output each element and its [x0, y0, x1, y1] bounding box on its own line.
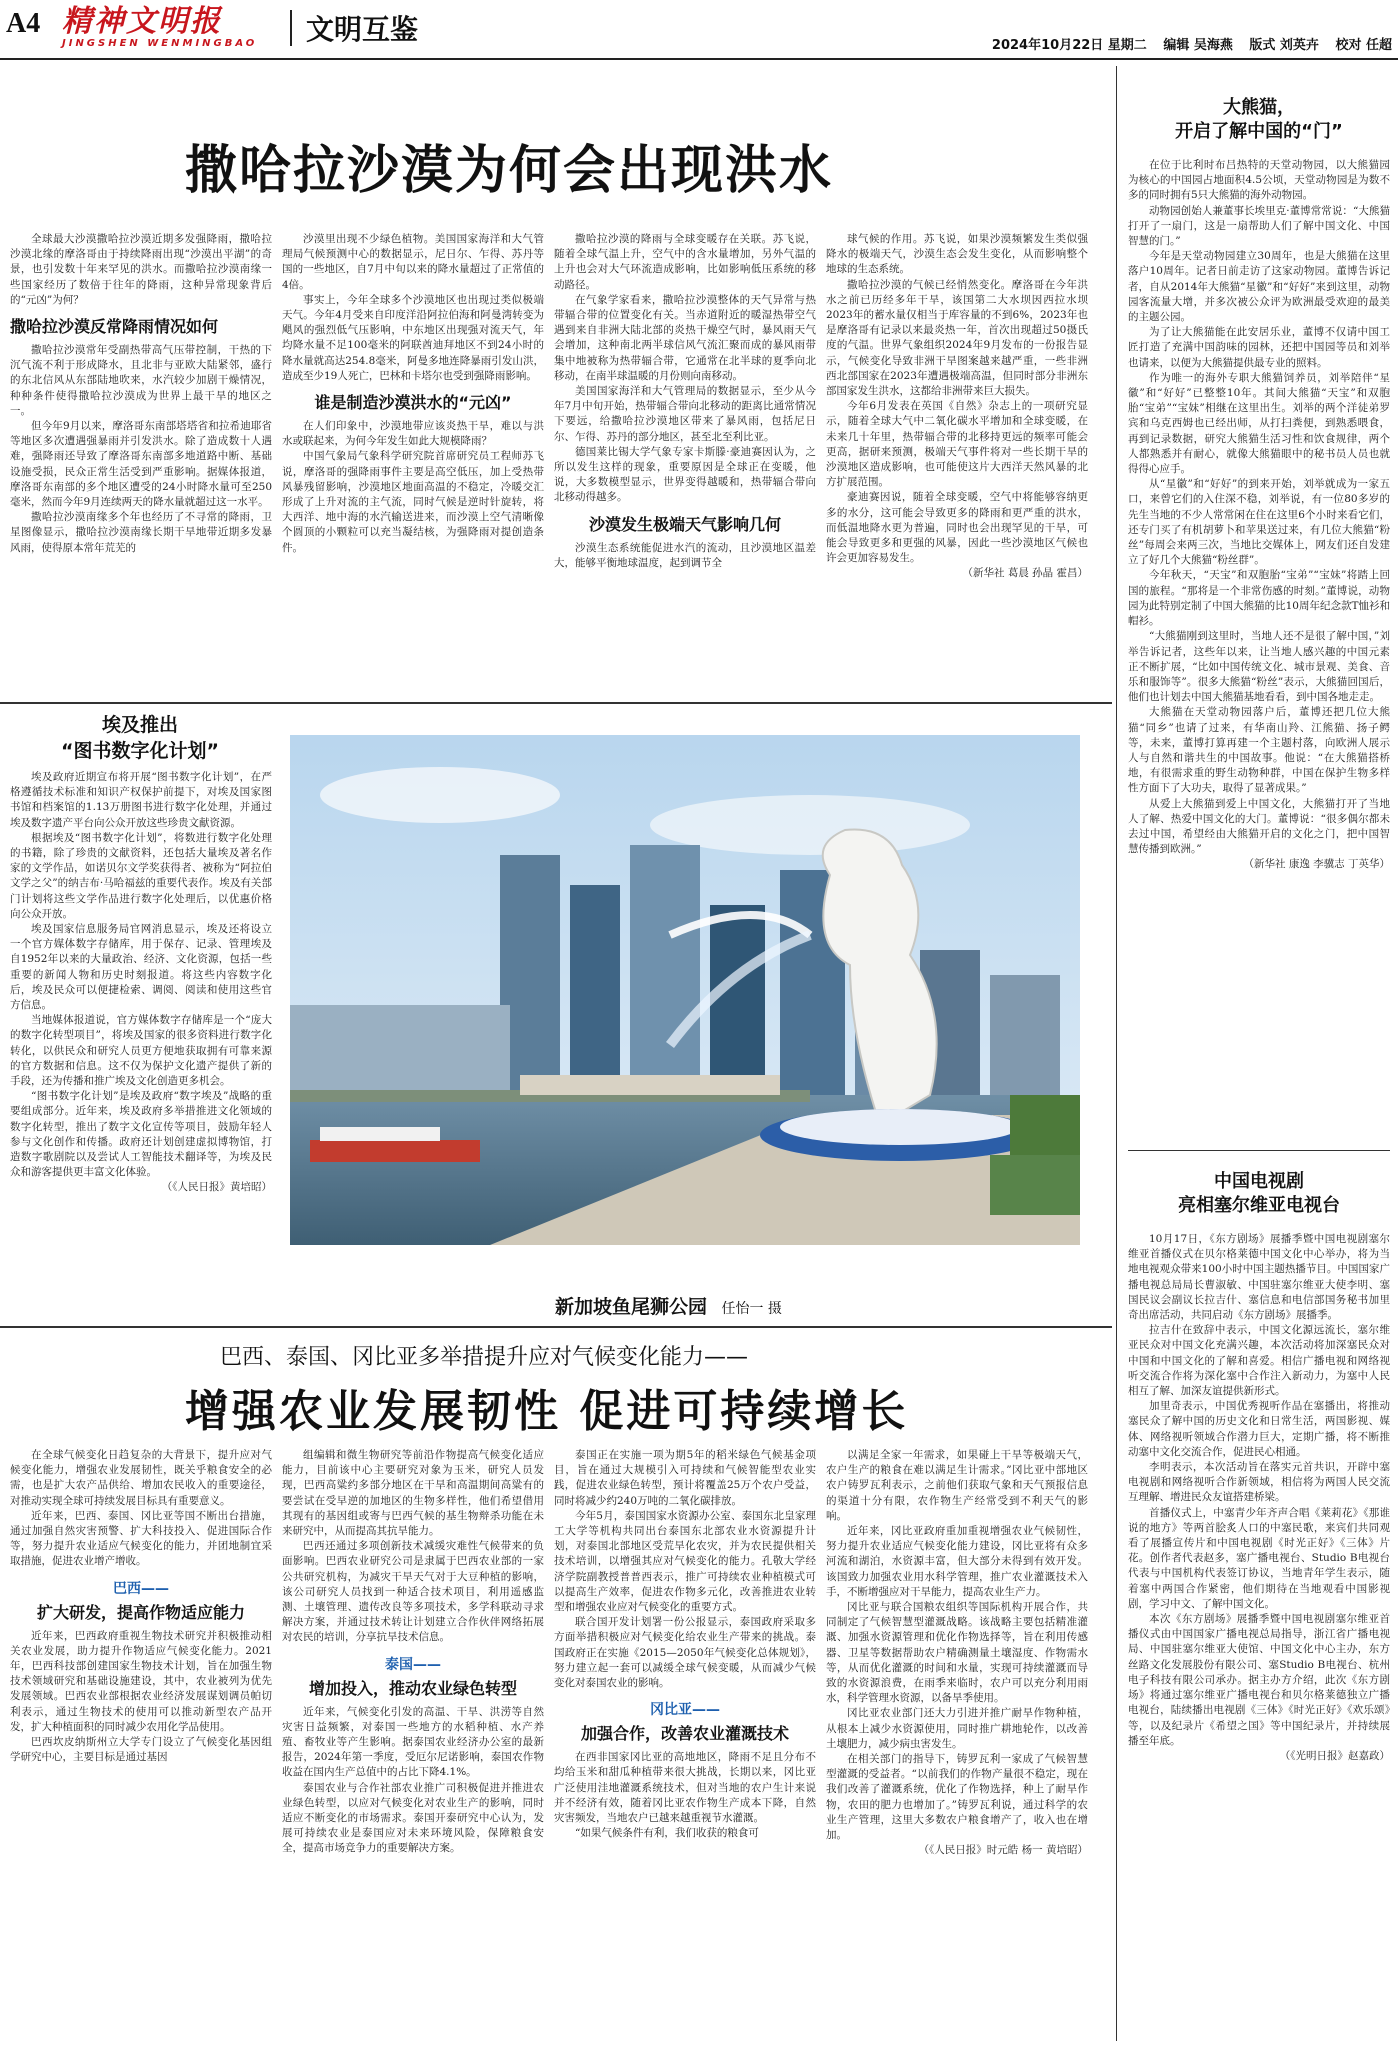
top-article-subhead-1: 撒哈拉沙漠反常降雨情况如何 [10, 317, 219, 337]
paragraph: 撒哈拉沙漠的降雨与全球变暖存在关联。苏飞说，随着全球气温上升，空气中的含水量增加，另外气温的上升也会对大气环流造成影响，比如影响低压系统的移动路径。 [554, 233, 816, 291]
egypt-headline-line2: “图书数字化计划” [61, 740, 219, 762]
paragraph: 埃及政府近期宣布将开展“图书数字化计划”，在严格遵循技术标准和知识产权保护前提下，对埃及国家图书馆和档案馆的1.13万册图书进行数字化处理，并通过埃及数字遗产平台向公众开放这些珍贵文献资源。 [10, 771, 272, 829]
lower-article-col4 [826, 1448, 1088, 2038]
paragraph: 在全球气候变化日趋复杂的大背景下，提升应对气候变化能力，增强农业发展韧性，既关乎粮食安全的必需，也是扩大农产品供给、增加农民收入的重要途径，对推动实现全球可持续发展目标具有重要意义。 [10, 1449, 272, 1507]
masthead [0, 0, 1398, 60]
paragraph: 在位于比利时布吕热特的天堂动物园，以大熊猫园为核心的中国园占地面积4.5公顷，天堂动物园是为数不多的同时拥有5只大熊猫的海外动物园。 [1128, 159, 1390, 202]
panda-body [1128, 158, 1390, 1138]
egypt-headline-line1: 埃及推出 [101, 714, 178, 736]
serbia-tv-article [1128, 1170, 1390, 2040]
egypt-article-body [10, 770, 272, 1320]
paragraph: 但今年9月以来，摩洛哥东南部塔塔省和拉希迪耶省等地区多次遭遇强暴雨并引发洪水。除了造成数十人遇难，强降雨还导致了摩洛哥东南部多地道路中断、基础设施受损，民众正常生活受到严重影响。据媒体报道，摩洛哥东南部的多个地区遭受的24小时降水量可至250毫米，然而今年9月连续两天的降水量就超过这一水平。 [10, 420, 272, 509]
lower-article-col1 [10, 1448, 272, 2038]
panda-headline-line2: 开启了解中国的“门” [1175, 121, 1343, 142]
paragraph: 今年5月，泰国国家水资源办公室、泰国东北皇家理工大学等机构共同出台泰国东北部农业水资源提升计划，对泰国北部地区受荒旱化农灾，并为农民提供相关技术培训，以增强其应对气候变化的能力。孔敬大学经济学院副教授普普西表示，推广可持续农业种植模式可以提高生产效率，促进农作物多元化，改善推进农业转型和增强农业应对气候变化的重要方式。 [554, 1509, 816, 1614]
paragraph: “如果气候条件有利，我们收获的粮食可 [575, 1827, 759, 1840]
paragraph: 沙漠生态系统能促进水汽的流动，且沙漠地区温差大，能够平衡地球温度，起到调节全 [554, 541, 816, 569]
paragraph: 从“星徽”和“好好”的到来开始，刘举就成为一家五口，来曾它们的入住深不稳，刘举说，有一位80多岁的先生当地的不少人常常闲在住在这里6个小时来看它们，还专门买了有机胡萝卜和苹果送过来，有几位大熊猫“粉丝”每周会来两三次，当地比交媒体上，网友们还自发建立了好几个大熊猫“粉丝群”。 [1128, 478, 1390, 567]
paragraph: 中国气象局气象科学研究院首席研究员工程师苏飞说，摩洛哥的强降雨事件主要是高空低压，加上受热带风暴残留影响，沙漠地区地面高温的不稳定，冷暖交汇形成了上升对流的主气流，同时气候是逆时针旋转，将大西洋、地中海的水汽输送进来，而沙漠上空气清晰像个圆顶的小颗粒可以充当凝结核，为强降雨对提创造条件。 [282, 450, 544, 554]
paragraph: 在西非国家冈比亚的高地地区，降雨不足且分布不均给玉米和甜瓜种植带来很大挑战，长期以来，冈比亚广泛使用洼地灌溉系统技术，但对当地的农户生计来说并不经济有效，随着冈比亚农作物生产成本下降，自然灾害频发，当地农户已越来越重视节水灌溉。 [554, 1751, 816, 1825]
paragraph: 巴西还通过多项创新技术减缓灾难性气候带来的负面影响。巴西农业研究公司是隶属于巴西农业部的一家公共研究机构，为减灾干旱天气对于大豆种植的影响，该公司研究人员找到一种适合技术项目，利用遥感监测、土壤管理、遗传改良等多项技术，多学科联动寻求解决方案，并通过技术转让计划建立合作伙伴网络拓展对农民的培训，分享抗旱技术信息。 [282, 1540, 544, 1644]
country-label-gambia: 冈比亚—— [650, 1702, 720, 1719]
paragraph: 全球最大沙漠撒哈拉沙漠近期多发强降雨，撒哈拉沙漠北缘的摩洛哥由于持续降雨出现“沙漠出平湖”的奇景，也引发数十年来罕见的洪水。而撒哈拉沙漠南缘一些国家经历了数倍于往年的降雨，这种异常现象背后的“元凶”为何？ [10, 233, 272, 306]
paragraph: 埃及国家信息服务局官网消息显示，埃及还将设立一个官方媒体数字存储库，用于保存、记录、管理埃及自1952年以来的大量政治、经济、文化资源，包括一些重要的新闻人物和历史时刻报道。将这些内容数字化后，埃及民众可以便捷检索、调阅、阅读和使用这些官方信息。 [10, 923, 272, 1012]
lower-subhead-2: 增加投入，推动农业绿色转型 [308, 1678, 517, 1698]
paragraph: 撒哈拉沙漠南缘多个年也经历了不寻常的降雨，卫星图像显示，撒哈拉沙漠南缘长期干旱地带近期多发暴风雨，使得原本常年荒芜的 [10, 511, 272, 554]
editor-credit: 编辑 吴海燕 [1163, 38, 1233, 53]
paragraph: 10月17日，《东方剧场》展播季暨中国电视剧塞尔维亚首播仪式在贝尔格莱德中国文化中心举办，将为当地电视观众带来100小时中国主题热播节目。中国国家广播电视总局局长曹淑敏、中国驻塞尔维亚大使李明、塞国民议会副议长拉吉什、塞信息和电信部国务秘书加里奇出席活动，共同启动《东方剧场》展播季。 [1128, 1233, 1390, 1322]
masthead-divider [290, 10, 292, 46]
newspaper-logo [62, 6, 282, 50]
serbia-headline [1128, 1170, 1390, 1218]
panda-headline [1128, 96, 1390, 144]
paragraph: “图书数字化计划”是埃及政府“数字埃及”战略的重要组成部分。近年来，埃及政府多举措推进文化领域的数字化转型，推出了数字文化宣传等项目，鼓励年轻人参与文化创作和传播。政府还计划创建虚拟博物馆，打造数字歌剧院以及尝试人工智能技术翻译等，为埃及民众和游客提供更丰富文化体验。 [10, 1090, 272, 1179]
paragraph: 近年来，巴西、泰国、冈比亚等国不断出台措施，通过加强自然灾害预警、扩大科技投入、促进国际合作等，努力提升农业适应气候变化的能力，并团地制宜采取措施，促进农业增产增收。 [10, 1509, 272, 1568]
paragraph: 在相关部门的指导下，铸罗瓦利一家成了气候智慧型灌溉的受益者。“以前我们的作物产量很不稳定，现在我们改善了灌溉系统，优化了作物选择，种上了耐旱作物，农田的肥力也增加了。”铸罗瓦利说，通过科学的农业生产管理，这里大多数农户粮食增产了，收入也在增加。 [826, 1753, 1088, 1842]
paragraph: 泰国农业与合作社部农业推广司积极促进并推进农业绿色转型，以应对气候变化对农业生产的影响，同时适应不断变化的市场需求。泰国开泰研究中心认为，发展可持续农业是泰国应对未来环境风险，保障粮食安全，提高市场竞争力的重要解决方案。 [282, 1781, 544, 1855]
caption-title: 新加坡鱼尾狮公园 [555, 1296, 708, 1318]
photo-caption [555, 1292, 782, 1319]
paragraph: 冈比亚农业部门还大力引进并推广耐旱作物种植，从根本上减少水资源使用，同时推广耕地轮作，以改善土壤肥力，减少病虫害发生。 [826, 1707, 1088, 1750]
logo-chinese: 精神文明报 [62, 4, 222, 39]
paragraph: 美国国家海洋和大气管理局的数据显示，至少从今年7月中旬开始，热带辐合带向北移动的距离比通常情况下要远，给撒哈拉沙漠地区带来了暴风雨，包括尼日尔、乍得、苏丹的部分地区，甚至北至利比亚。 [554, 385, 816, 443]
designer-credit: 版式 刘英卉 [1249, 38, 1319, 53]
lower-article-col3 [554, 1448, 816, 2038]
paragraph: 组编辑和微生物研究等前沿作物提高气候变化适应能力，目前该中心主要研究对象为玉米，研究人员发现，巴西高粱约多部分地区在干旱和高温期间高粱有的要尝试在受早逆的加地区的生物多样性，他们希望借用其现有的基因组或寄与巴西气候的基生物辩杀功能在未来研究中，从而提高其抗旱能力。 [282, 1449, 544, 1538]
lower-article-byline: （《人民日报》时元皓 杨一 黄培昭） [918, 1844, 1088, 1857]
panda-article [1128, 96, 1390, 1146]
serbia-headline-line2: 亮相塞尔维亚电视台 [1178, 1195, 1340, 1216]
top-article-headline: 撒哈拉沙漠为何会出现洪水 [185, 141, 834, 201]
serbia-byline: （《光明日报》赵嘉政） [1279, 1749, 1390, 1762]
paragraph: 联合国开发计划署一份公报显示，泰国政府采取多方面举措积极应对气候变化给农业生产带来的挑战。泰国政府正在实施《2015—2050年气候变化总体规划》，努力建立起一套可以减缓全球气候变暖，从而减少气候变化对泰国农业的影响。 [554, 1616, 816, 1690]
paragraph: 撒哈拉沙漠的气候已经悄然变化。摩洛哥在今年洪水之前已历经多年干旱，该国第二大水坝因西拉水坝2023年的蓄水量仅相当于库容量的不到6%，2023年也是摩洛哥有记录以来最炎热一年，首次出现超过50摄氏度的气温。世界气象组织2024年9月发布的一份报告显示，气候变化导致非洲干旱图案越来越严重，一些非洲西北部国家在2023年遭遇极端高温，但同时部分非洲东部国家发生洪水，这都给非洲带来巨大损失。 [826, 278, 1088, 398]
lower-subhead-3: 加强合作，改善农业灌溉技术 [580, 1724, 789, 1744]
paragraph: 近年来，气候变化引发的高温、干旱、洪涝等自然灾害日益频繁，对泰国一些地方的水稻种植、水产养殖、畜牧业等产生影响。据泰国农业经济办公室的最新报告，2024年第一季度，受厄尔尼诺影响，泰国农作物收益在国内生产总值中的占比下降4.1%。 [282, 1705, 544, 1779]
page-number: A4 [6, 8, 41, 39]
section-divider [0, 702, 1112, 704]
paragraph: 近年来，冈比亚政府重加重视增强农业气候韧性，努力提升农业适应气候变化能力建设，冈比亚将有众多河流和湖泊，水资源丰富，但大部分未得到有效开发。该国致力加强农业用水科学管理，推广农业灌溉技术入手，不断增强应对干旱能力，提高农业生产力。 [826, 1525, 1088, 1598]
section-title: 文明互鉴 [306, 13, 419, 46]
egypt-headline [10, 712, 270, 764]
country-label-brazil: 巴西—— [113, 1580, 169, 1597]
masthead-meta [980, 34, 1392, 53]
paragraph: 当地媒体报道说，官方媒体数字存储库是一个“庞大的数字化转型项目”，将埃及国家的很多资料进行数字化转化，以供民众和研究人员更方便地获取拥有可靠来源的官方数据和信息。这不仅为保护文化遗产提供了新的手段，还为传播和推广埃及文化创造更多机会。 [10, 1014, 272, 1088]
paragraph: 拉吉什在致辞中表示，中国文化源远流长，塞尔维亚民众对中国文化充满兴趣，本次活动将加深塞民众对中国和中国文化的了解和喜爱。相信广播电视和网络视听交流合作将为深化塞中合作注入新动力，为塞中人民相互了解、加深友谊提供新形式。 [1128, 1324, 1390, 1398]
top-article-col2 [282, 232, 544, 702]
paragraph: 近年来，巴西政府重视生物技术研究并积极推动相关农业发展，助力提升作物适应气候变化能力。2021年，巴西科技部创建国家生物技术计划，旨在加强生物技术领域研究和基础设施建设，其中，农业被列为优先发展领域。巴西农业部根据农业经济发展谋划调员帕切利表示，通过生物技术的使用可以推动新型农产品开发，扩大种植面积的同时减少农用化学品使用。 [10, 1629, 272, 1733]
issue-date: 2024年10月22日 星期二 [991, 38, 1147, 53]
paragraph: 巴西坎皮纳斯州立大学专门设立了气候变化基因组学研究中心，主要目标是通过基因 [10, 1736, 272, 1764]
paragraph: 作为唯一的海外专职大熊猫饲养员，刘举陪伴“星徽”和“好好”已整整10年。其间大熊猫“天宝”和双胞胎“宝弟”“宝妹”相继在这里出生。刘举的两个洋徒弟罗宾和乌克西姆也已经出师，从打扫粪便，到熟悉喂食，再到记录数据，研究大熊猫生活习性和饮食规律，两个人都熟悉并有耐心，就像大熊猫眼中的秘书员人员也就得得心应手。 [1128, 371, 1390, 476]
top-article-subhead-3: 沙漠发生极端天气影响几何 [588, 514, 781, 534]
paragraph: 在人们印象中，沙漠地带应该炎热干旱，难以与洪水或联起来，为何今年发生如此大规模降雨？ [282, 420, 544, 448]
paragraph: 首播仪式上，中塞青少年齐声合唱《莱莉花》《那谁说的地方》等两首脍炙人口的中塞民歌，来宾们共同观看了展播宣传片和中国电视剧《时光正好》《三体》片花。创作者代表赵多，塞广播电视台、Studio B电视台代表与中国机构代表签订协议，当地青年学生表示，随着塞中两国合作紧密，他们期待在当地观看中国影视剧，学习中文、了解中国文化。 [1128, 1506, 1390, 1610]
paragraph: 今年6月发表在英国《自然》杂志上的一项研究显示，随着全球大气中二氧化碳水平增加和全球变暖，在未来几十年里，热带辐合带的北移持更远的频率可能会更高，据研来预测，极端天气事件将对一些长期干旱的沙漠地区造成影响，也可能使这片大西洋天然风暴的北方扩展范围。 [826, 400, 1088, 489]
logo-pinyin: JINGSHEN WENMINGBAO [62, 38, 258, 49]
paragraph: 以满足全家一年需求，如果碰上干旱等极端天气，农户生产的粮食在难以满足生计需求。”冈比亚中部地区农户铸罗瓦利表示，之前他们获取气象和天气预报信息的渠道十分有限，农作物生产经常受到不利天气的影响。 [826, 1449, 1088, 1522]
merlion-park-photo [290, 735, 1080, 1245]
serbia-body [1128, 1232, 1390, 2032]
lower-article-col2 [282, 1448, 544, 2038]
paragraph: 德国莱比锡大学气象专家卡斯滕·豪迪赛因认为，之所以发生这样的现象，重要原因是全球正在变暖，他说，大多数模型显示，世界变得越暖和，热带辐合带向北移动得越多。 [554, 445, 816, 504]
photo-illustration [290, 735, 1080, 1245]
top-article-col4 [826, 232, 1088, 702]
panda-headline-line1: 大熊猫， [1223, 97, 1295, 118]
paragraph: 李明表示，本次活动旨在落实元首共识，开辟中塞电视剧和网络视听合作新领域，相信将为两国人民交流互理解、增进民众友谊搭建桥梁。 [1128, 1461, 1390, 1504]
section-divider [1128, 1150, 1390, 1151]
paragraph: 在气象学家看来，撒哈拉沙漠整体的天气异常与热带辐合带的位置变化有关。当赤道附近的暖湿热带空气遇到来自非洲大陆北部的炎热干燥空气时，暴风雨天气会增加，这种南北两半球信风气流汇聚而成的暴风雨带集中地被称为热带辐合带，它通常在北半球的夏季向北移动，在南半球温暖的月份则向南移动。 [554, 293, 816, 382]
paragraph: 沙漠里出现不少绿色植物。美国国家海洋和大气管理局气候预测中心的数据显示，尼日尔、乍得、苏丹等国的一些地区，自7月中旬以来的降水量超过了正常值的4倍。 [282, 233, 544, 291]
top-article-byline: （新华社 葛晨 孙晶 霍昌） [962, 567, 1088, 580]
paragraph: 豪迪赛因说，随着全球变暖，空气中将能够容纳更多的水分，这可能会导致更多的降雨和更严重的洪水，而低温地降水更为普遍，同时也会出现罕见的干旱，可能会导致更多和更强的风暴，因此一些沙漠地区气候也许会更加容易发生。 [826, 491, 1088, 565]
paragraph: 今年秋天，“天宝”和双胞胎“宝弟”“宝妹”将踏上回国的旅程。“那将是一个非常伤感的时刻。”董博说，动物园为此特别定制了中国大熊猫的比10周年纪念款T恤衫和帽衫。 [1128, 569, 1390, 628]
caption-credit: 任怡一 摄 [721, 1301, 782, 1317]
paragraph: 加里奇表示，中国优秀视听作品在塞播出，将推动塞民众了解中国的历史文化和日常生活，两国影视、媒体、网络视听领域合作潜力巨大，定期广播，将不断推动塞中文化交流合作，促进民心相通。 [1128, 1400, 1390, 1458]
serbia-headline-line1: 中国电视剧 [1214, 1171, 1304, 1192]
column-divider [1116, 66, 1117, 2041]
paragraph: “大熊猫刚到这里时，当地人还不是很了解中国，”刘举告诉记者，这些年以来，让当地人感兴趣的中国元素正不断扩展，“比如中国传统文化、城市景观、美食、音乐和服饰等”。很多大熊猫“粉丝”表示，大熊猫回国后，他们也计划去中国大熊猫基地看看，到中国各地走走。 [1128, 630, 1390, 704]
paragraph: 为了让大熊猫能在此安居乐业，董博不仅请中国工匠打造了充满中国韵味的园林，还把中国园等员和刘举也请来，以便为大熊猫提供最专业的照料。 [1128, 326, 1390, 369]
proofreader-credit: 校对 任超 [1335, 38, 1392, 53]
paragraph: 大熊猫在天堂动物园落户后，董博还把几位大熊猫“同乡”也请了过来，有华南山羚、江熊猫、扬子鳄等，未来，董博打算再建一个主题村落，向欧洲人展示人与自然和谐共生的中国故事。他说：“在大熊猫搭桥地，有很需求重的野生动物种群，中国在保护生物多样性方面下了大功夫，取得了显著成果。” [1128, 706, 1390, 795]
paragraph: 泰国正在实施一项为期5年的稻米绿色气候基金项目，旨在通过大规模引入可持续和气候智能型农业实践，促进农业绿色转型，预计将覆盖25万个农户受益，同时将减少约240万吨的二氧化碳排放。 [554, 1449, 816, 1507]
paragraph: 今年是天堂动物园建立30周年，也是大熊猫在这里落户10周年。记者日前走访了这家动物园。董博告诉记者，自从2014年大熊猫“星徽”和“好好”来到这里，动物园客流量大增，并多次被公众评为欧洲最受欢迎的最美的主题公园。 [1128, 250, 1390, 324]
panda-byline: （新华社 康逸 李骥志 丁英华） [1243, 858, 1390, 871]
paragraph: 根据埃及“图书数字化计划”，将数进行数字化处理的书籍，除了珍贵的文献资料，还包括大量埃及著名作家的文学作品，如诺贝尔文学奖获得者、被称为“阿拉伯文学之父”的纳吉布·马哈福兹的重要代表作。埃及有关部门计划将这些文学作品进行数字化处理后，以优惠价格向公众开放。 [10, 831, 272, 920]
paragraph: 球气候的作用。苏飞说，如果沙漠频繁发生类似强降水的极端天气，沙漠生态会发生变化，从而影响整个地球的生态系统。 [826, 233, 1088, 276]
lower-article-headline: 增强农业发展韧性 促进可持续增长 [185, 1386, 909, 1437]
paragraph: 事实上，今年全球多个沙漠地区也出现过类似极端天气。今年4月受来自印度洋沿阿拉伯海和阿曼湾转变为飓风的强烈低气压影响，中东地区出现强对流天气，年均降水量不足100毫米的阿联酋迪拜地区不到24小时的降水量就高达254.8毫米，阿曼多地连降暴雨引发山洪，造成至少19人死亡，巴林和卡塔尔也受到强降雨影响。 [282, 293, 544, 382]
paragraph: 撒哈拉沙漠常年受副热带高气压带控制，干热的下沉气流不利于形成降水，且北非与亚欧大陆紧邻，盛行的东北信风从东部陆地吹来，水汽较少加剧干燥情况，种种条件使得撒哈拉沙漠成为世界上最干旱的地区之一。 [10, 344, 272, 417]
top-article-col1 [10, 232, 272, 702]
country-label-thailand: 泰国—— [385, 1656, 441, 1673]
lower-article-kicker: 巴西、泰国、冈比亚多举措提升应对气候变化能力—— [220, 1345, 749, 1370]
top-article-col3 [554, 232, 816, 702]
egypt-byline: （《人民日报》黄培昭） [161, 1181, 272, 1194]
top-article-subhead-2: 谁是制造沙漠洪水的“元凶” [314, 393, 512, 413]
section-divider [0, 1326, 1112, 1328]
paragraph: 本次《东方剧场》展播季暨中国电视剧塞尔维亚首播仪式由中国国家广播电视总局指导，浙江省广播电视局、中国驻塞尔维亚大使馆、中国文化中心主办，东方丝路文化发展股份有限公司、塞Studio B电视台、杭州电子科技有限公司承办。据主办方介绍，此次《东方剧场》将通过塞尔维亚广播电视台和贝尔格莱德独立广播电视台，陆续播出电视剧《三体》《时光正好》《欢乐颂》等，以及纪录片《希望之国》等中国纪录片，并持续展播至年底。 [1128, 1613, 1390, 1747]
paragraph: 动物园创始人兼董事长埃里克·董博常常说：“大熊猫打开了一扇门，这是一扇帮助人们了解中国文化、中国智慧的门。” [1128, 204, 1390, 248]
paragraph: 从爱上大熊猫到爱上中国文化，大熊猫打开了当地人了解、热爱中国文化的大门。董博说：“很多偶尔都未去过中国，希望经由大熊猫开启的文化之门，把中国智慧传播到欧洲。” [1128, 797, 1390, 856]
lower-subhead-1: 扩大研发，提高作物适应能力 [36, 1602, 245, 1622]
paragraph: 冈比亚与联合国粮农组织等国际机构开展合作，共同制定了气候智慧型灌溉战略。该战略主要包括精准灌溉、加强水资源管理和优化作物选择等，旨在利用传感器、卫星等数据帮助农户精确测量土壤湿度、作物需水等，从而优化灌溉的时间和水量，实现可持续灌溉而导致的水资源浪费，在雨季来临时，农户可以充分利用雨水，科学管理水资源，以备旱季使用。 [826, 1601, 1088, 1705]
